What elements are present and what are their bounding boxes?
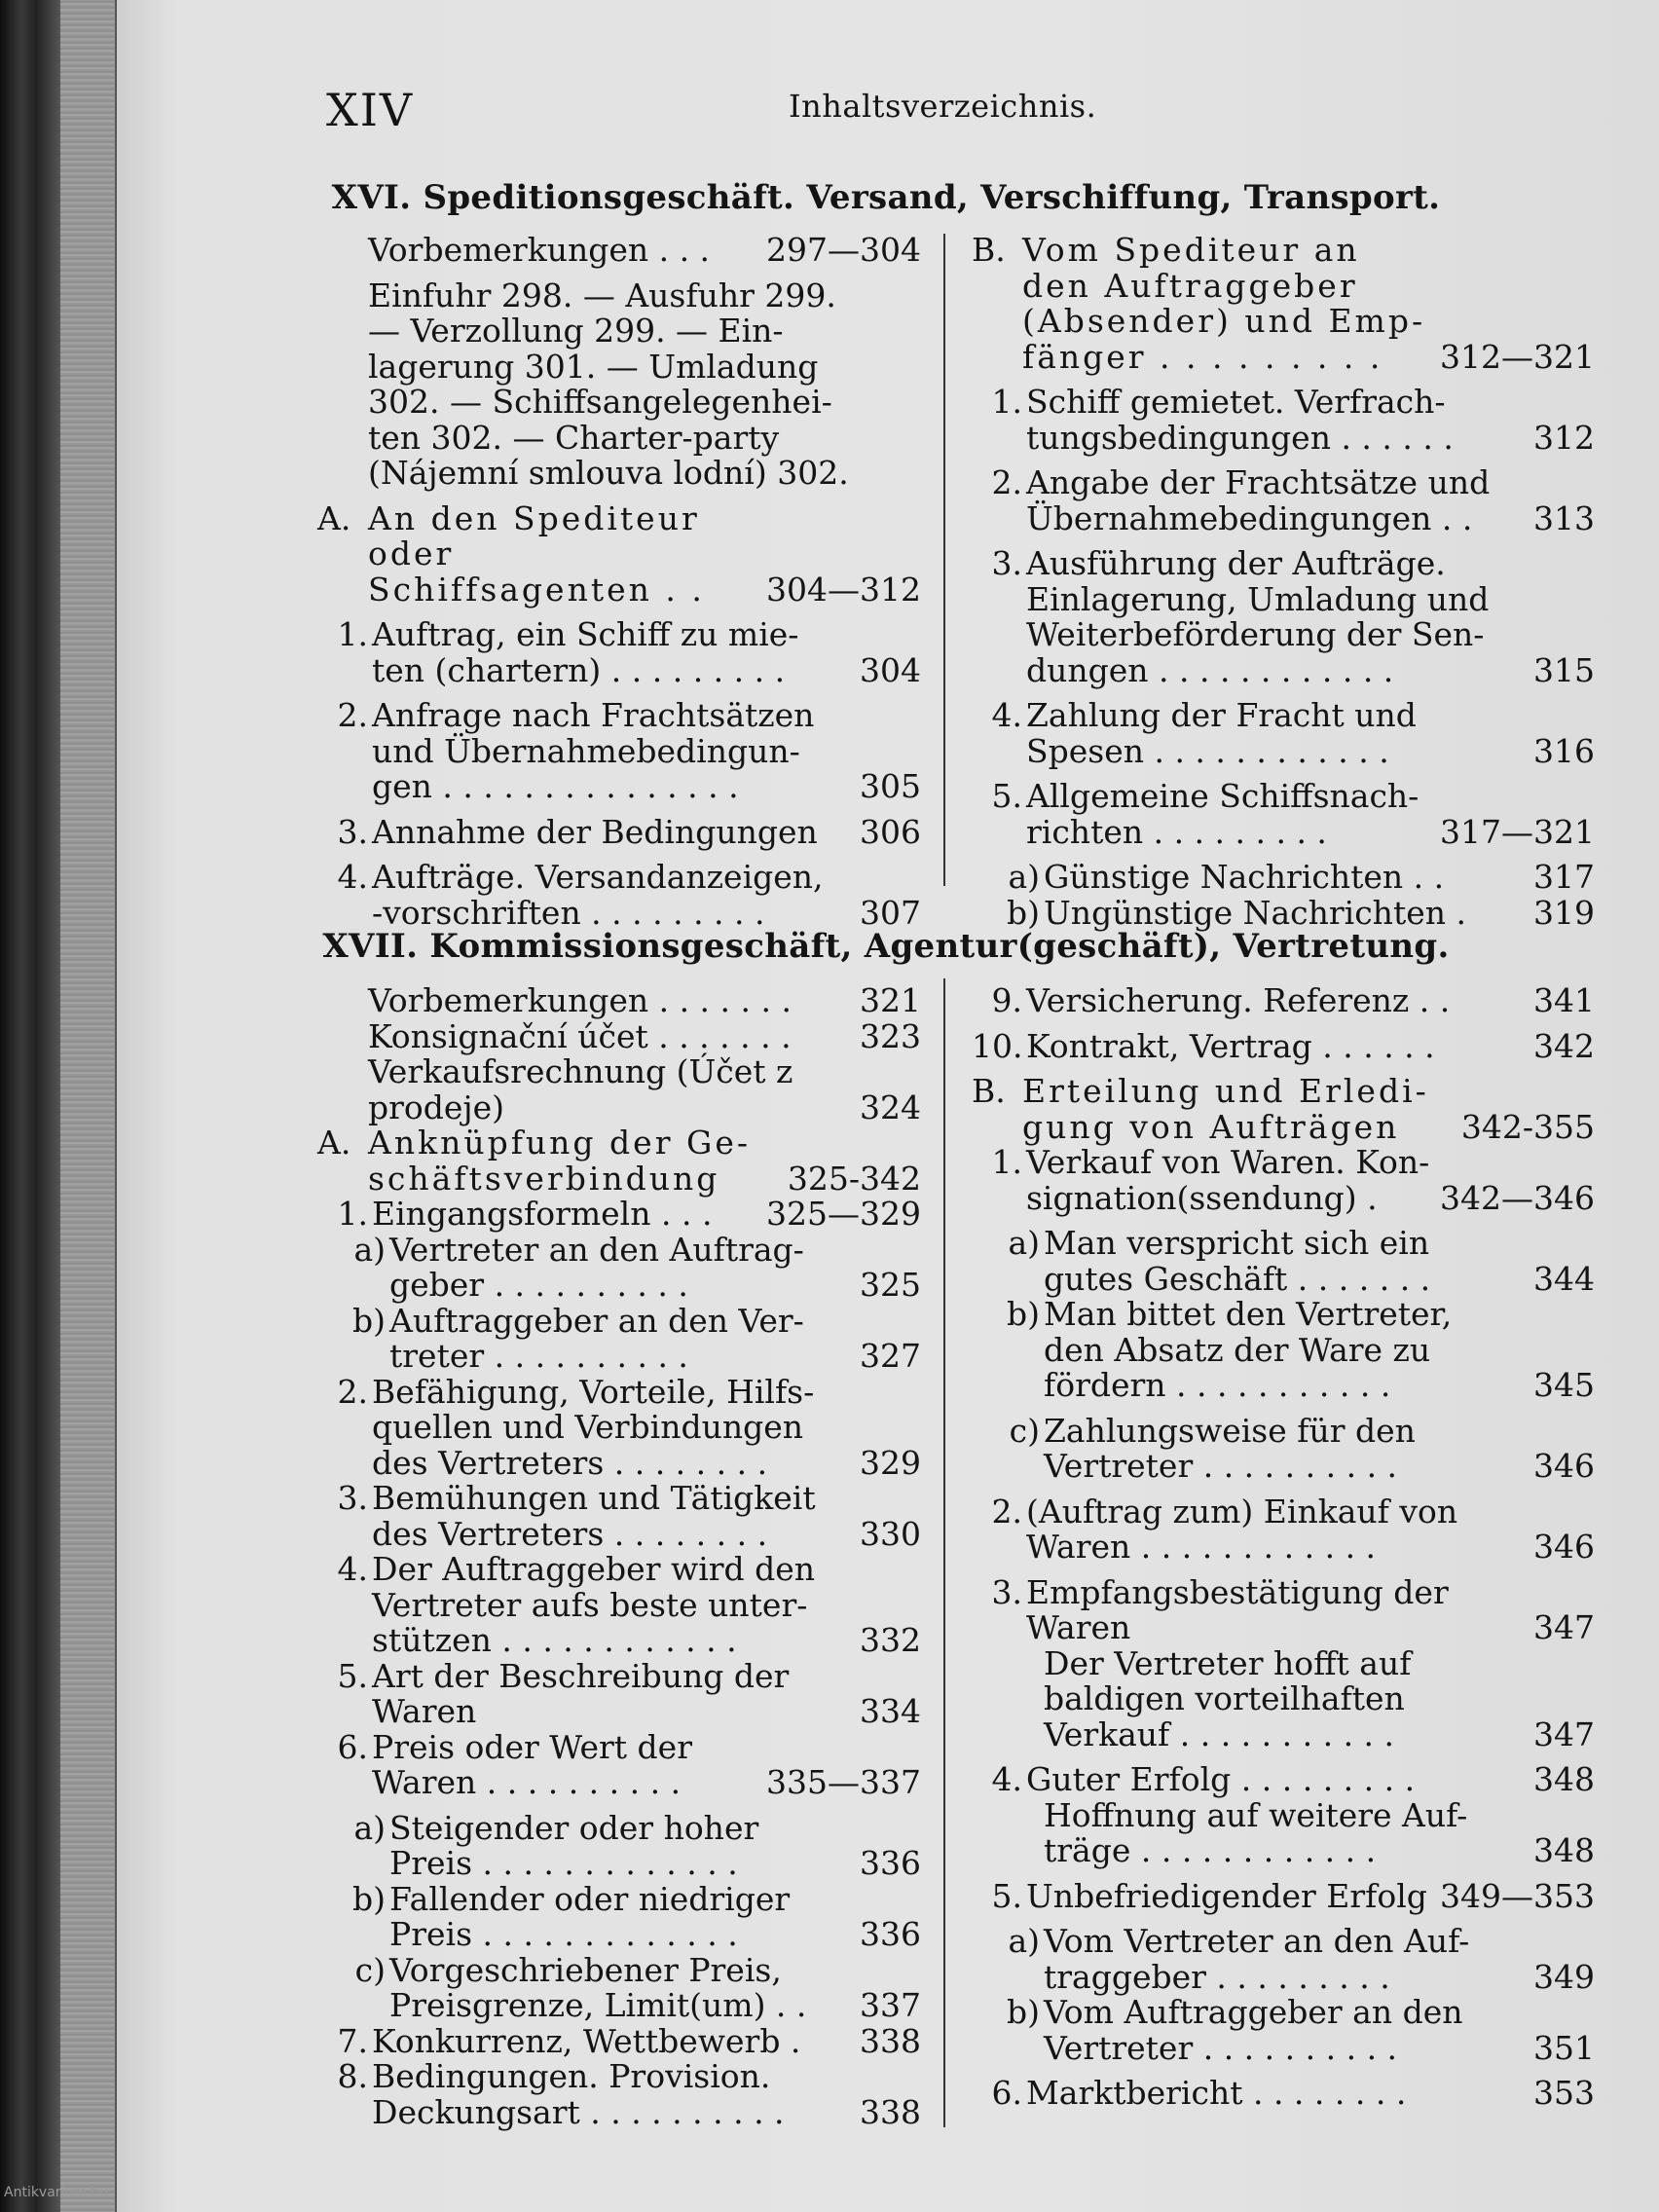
toc-entry-number: b) [1007, 893, 1040, 932]
toc-entry-title: Vertreter an den Auftrag- geber . . . . . . . . . . [389, 1230, 804, 1304]
toc-entry-page: 329 [860, 1443, 921, 1482]
toc-entry-title: Bemühungen und Tätigkeit des Vertreters . . . . . . . . [372, 1479, 816, 1553]
toc-entry-title: Auftraggeber an den Ver- treter . . . . . . . . . . [389, 1301, 804, 1375]
toc-entry [317, 698, 921, 805]
toc-entry-title: Ausführung der Aufträge. Einlagerung, Umladung und Weiterbeförderung der Sen- dungen . . . . . . . . . . . . [1026, 544, 1490, 689]
toc-entry-number: 3. [337, 1479, 368, 1517]
toc-entry [972, 1145, 1595, 1216]
toc-entry-title: Verkauf von Waren. Kon- signation(ssendung) . [1026, 1143, 1430, 1217]
document-page [117, 0, 1659, 2212]
toc-entry [317, 1197, 921, 1233]
toc-entry [972, 1074, 1595, 1145]
toc-entry-page: 325 [860, 1266, 921, 1304]
section-xvi-heading: XVI. Speditionsgeschäft. Versand, Verschiffung, Transport. [331, 178, 1441, 217]
toc-entry-title: Marktbericht . . . . . . . . [1026, 2074, 1407, 2112]
toc-entry-page: 349—353 [1440, 1876, 1595, 1915]
toc-entry-title: Man verspricht sich ein gutes Geschäft . . . . . . . [1044, 1224, 1431, 1298]
toc-entry-title: Vorbemerkungen . . . . . . . [368, 981, 792, 1019]
toc-entry [972, 546, 1595, 688]
toc-entry-number: 4. [991, 1760, 1022, 1798]
toc-entry-title: Vom Vertreter an den Auf- traggeber . . . . . . . . . [1044, 1922, 1470, 1996]
toc-entry [972, 1026, 1595, 1065]
toc-entry-number: 2. [991, 463, 1022, 501]
toc-entry-number: 2. [337, 1372, 368, 1411]
toc-entry-title: Bedingungen. Provision. Deckungsart . . . . . . . . . . [372, 2057, 785, 2131]
toc-entry-title: (Auftrag zum) Einkauf von Waren . . . . . . . . . . . . [1026, 1492, 1458, 1566]
toc-entry-number: c) [1009, 1411, 1040, 1450]
toc-entry [972, 2076, 1595, 2112]
toc-entry-title: Vom Spediteur an den Auftraggeber (Absender) und Emp- fänger . . . . . . . . . [1022, 231, 1426, 376]
toc-entry [972, 1795, 1595, 1869]
toc-entry-number: b) [352, 1879, 386, 1918]
toc-entry-title: An den Spediteur oder Schiffsagenten . . [368, 498, 705, 608]
toc-entry-title: Anfrage nach Frachtsätzen und Übernahmebedingun- gen . . . . . . . . . . . . . . . [372, 696, 815, 805]
toc-entry [317, 1481, 921, 1552]
toc-entry-title: Verkaufsrechnung (Účet z prodeje) [368, 1052, 793, 1126]
toc-entry-number: a) [1008, 1922, 1040, 1960]
toc-entry [317, 2021, 921, 2060]
toc-entry-page: 336 [860, 1844, 921, 1882]
toc-entry-title: Zahlung der Fracht und Spesen . . . . . . . . . . . . [1026, 696, 1417, 770]
toc-entry [972, 233, 1595, 375]
toc-entry-title: Schiff gemietet. Verfrach- tungsbedingungen . . . . . . [1026, 383, 1454, 457]
toc-entry [317, 1552, 921, 1659]
toc-entry [317, 812, 921, 851]
toc-entry-number: 5. [991, 777, 1022, 815]
page-folio: XIV [326, 84, 415, 136]
toc-entry [972, 1924, 1595, 1995]
toc-entry [317, 233, 921, 269]
toc-entry [972, 1297, 1595, 1404]
toc-entry-page: 312—321 [1440, 337, 1595, 376]
toc-entry-number: 5. [337, 1656, 368, 1695]
toc-entry [317, 983, 921, 1019]
toc-entry-title: Ungünstige Nachrichten . [1044, 893, 1466, 932]
section-xvii-heading: XVII. Kommissionsgeschäft, Agentur(geschäft), Vertretung. [322, 927, 1450, 966]
toc-entry [972, 1643, 1595, 1753]
toc-entry-page: 319 [1533, 893, 1595, 932]
column-divider [943, 234, 945, 886]
toc-entry-number: 3. [991, 1572, 1022, 1611]
toc-entry-number: b) [1007, 1993, 1040, 2031]
toc-entry-title: Konsignační účet . . . . . . . [368, 1016, 792, 1055]
section-xvi-left-column [317, 233, 921, 931]
toc-entry-page: 353 [1533, 2074, 1595, 2112]
toc-entry-number: 10. [972, 1026, 1023, 1065]
toc-entry-number: 1. [991, 1143, 1022, 1181]
toc-entry [317, 1879, 921, 1953]
toc-entry-title: Auftrag, ein Schiff zu mie- ten (chartern) . . . . . . . . . [372, 615, 799, 689]
toc-entry-title: Der Vertreter hofft auf baldigen vorteilhaften Verkauf . . . . . . . . . . . [1044, 1643, 1412, 1753]
toc-entry-number: B. [972, 231, 1006, 269]
toc-entry-page: 341 [1533, 981, 1595, 1019]
toc-entry [317, 617, 921, 688]
toc-entry-number: 7. [337, 2021, 368, 2060]
toc-entry-title: Versicherung. Referenz . . [1026, 981, 1451, 1019]
toc-entry [972, 465, 1595, 536]
toc-entry-number: b) [1007, 1295, 1040, 1333]
toc-entry-title: Günstige Nachrichten . . [1044, 858, 1445, 896]
toc-entry-title: Vom Auftraggeber an den Vertreter . . . . . . . . . . [1044, 1993, 1463, 2067]
toc-entry-page: 297—304 [766, 231, 921, 269]
toc-entry-title: Konkurrenz, Wettbewerb . [372, 2021, 801, 2060]
toc-entry-number: A. [317, 498, 351, 537]
toc-entry-title: Anknüpfung der Ge- schäftsverbindung [368, 1124, 752, 1198]
toc-entry-page: 347 [1533, 1608, 1595, 1646]
toc-entry-page: 338 [860, 2021, 921, 2060]
toc-entry-number: 6. [337, 1727, 368, 1766]
toc-entry-page: 316 [1533, 731, 1595, 770]
toc-entry-number: 1. [337, 615, 368, 653]
toc-entry [972, 779, 1595, 850]
toc-entry-page: 305 [860, 767, 921, 805]
toc-entry [972, 1226, 1595, 1297]
toc-entry [972, 860, 1595, 896]
toc-entry-page: 348 [1533, 1760, 1595, 1798]
section-xvii-right-column [972, 983, 1595, 2112]
toc-entry-number: 6. [991, 2074, 1022, 2112]
toc-entry [317, 1230, 921, 1304]
toc-entry-title: Vorgeschriebener Preis, Preisgrenze, Limit(um) . . [389, 1950, 807, 2024]
toc-entry-page: 306 [860, 812, 921, 851]
toc-entry-page: 312 [1533, 418, 1595, 457]
toc-entry [317, 498, 921, 608]
toc-entry-title: Aufträge. Versandanzeigen, -vorschriften . . . . . . . . . [372, 858, 824, 932]
toc-entry [317, 1950, 921, 2024]
toc-entry-title: Hoffnung auf weitere Auf- träge . . . . . . . . . . . . [1044, 1795, 1468, 1869]
toc-entry-number: a) [1008, 858, 1040, 896]
toc-entry-page: 325—329 [766, 1195, 921, 1233]
toc-entry-page: 317 [1533, 858, 1595, 896]
toc-entry-number: 3. [991, 544, 1022, 582]
toc-entry [317, 1301, 921, 1375]
toc-entry-page: 342 [1533, 1026, 1595, 1065]
toc-entry-page: 313 [1533, 498, 1595, 537]
toc-entry-page: 323 [860, 1016, 921, 1055]
toc-entry-page: 317—321 [1440, 812, 1595, 851]
book-binding-edge [60, 0, 117, 2212]
toc-entry-title: Angabe der Frachtsätze und Übernahmebedingungen . . [1026, 463, 1491, 537]
toc-entry-title: Art der Beschreibung der Waren [372, 1656, 790, 1730]
toc-entry-page: 327 [860, 1337, 921, 1375]
toc-entry-number: 3. [337, 812, 368, 851]
toc-entry-page: 315 [1533, 650, 1595, 689]
column-divider [943, 978, 945, 2127]
toc-entry-title: Erteilung und Erledi- gung von Aufträgen [1022, 1072, 1429, 1146]
toc-entry-number: 9. [991, 981, 1022, 1019]
toc-entry-page: 347 [1533, 1714, 1595, 1753]
toc-entry-page: 337 [860, 1986, 921, 2024]
toc-entry-title: Annahme der Bedingungen [372, 812, 818, 851]
toc-entry-number: 1. [991, 383, 1022, 421]
toc-entry-title: Eingangsformeln . . . [372, 1195, 713, 1233]
toc-entry-title: Fallender oder niedriger Preis . . . . . . . . . . . . . [389, 1879, 791, 1953]
toc-entry-number: 1. [337, 1195, 368, 1233]
toc-entry [317, 1727, 921, 1801]
toc-entry-number: b) [352, 1301, 386, 1340]
toc-entry [972, 385, 1595, 456]
toc-entry-number: 5. [991, 1876, 1022, 1915]
toc-entry [317, 1125, 921, 1197]
running-title: Inhaltsverzeichnis. [789, 88, 1097, 125]
toc-entry [972, 1411, 1595, 1485]
toc-entry-page: 304 [860, 650, 921, 689]
toc-entry-page: 330 [860, 1514, 921, 1553]
toc-entry [972, 698, 1595, 769]
toc-entry [972, 893, 1595, 932]
toc-entry-title: Der Auftraggeber wird den Vertreter aufs beste unter- stützen . . . . . . . . . . . . [372, 1550, 816, 1659]
toc-entry-title: Kontrakt, Vertrag . . . . . . [1026, 1026, 1435, 1065]
toc-entry-number: c) [354, 1950, 386, 1989]
toc-entry [972, 1995, 1595, 2066]
toc-entry-page: 335—337 [766, 1763, 921, 1801]
section-xvi-right-column [972, 233, 1595, 931]
toc-entry-page: 307 [860, 893, 921, 932]
toc-entry [317, 860, 921, 931]
toc-entry-number: A. [317, 1124, 351, 1161]
toc-entry [972, 1876, 1595, 1915]
toc-entry-page: 349 [1533, 1957, 1595, 1996]
toc-entry-page: 321 [860, 981, 921, 1019]
toc-entry-title: Allgemeine Schiffsnach- richten . . . . . . . . . [1026, 777, 1419, 851]
toc-entry [317, 2059, 921, 2130]
toc-entry-number: B. [972, 1072, 1006, 1110]
toc-entry-number: 4. [337, 1550, 368, 1588]
toc-entry [972, 983, 1595, 1019]
toc-entry-title: Befähigung, Vorteile, Hilfs- quellen und Verbindungen des Vertreters . . . . . . . . [372, 1372, 815, 1482]
toc-entry-page: 334 [860, 1692, 921, 1730]
toc-entry-number: 4. [337, 858, 368, 896]
toc-entry-number: 2. [991, 1492, 1022, 1530]
toc-entry-number: a) [1008, 1224, 1040, 1262]
toc-entry-page: 338 [860, 2092, 921, 2131]
toc-entry-number: a) [353, 1230, 386, 1269]
toc-entry-number: a) [353, 1808, 386, 1847]
toc-entry-page: 346 [1533, 1528, 1595, 1566]
toc-entry-title: Guter Erfolg . . . . . . . . . [1026, 1760, 1416, 1798]
toc-entry [972, 1572, 1595, 1646]
section-xvii-left-column [317, 983, 921, 2130]
toc-entry-title: Vorbemerkungen . . . [368, 231, 711, 269]
toc-entry [317, 1054, 921, 1125]
toc-entry-page: 342—346 [1440, 1178, 1595, 1217]
toc-entry-title: Unbefriedigender Erfolg [1026, 1876, 1427, 1915]
toc-entry [317, 1656, 921, 1730]
toc-entry [972, 1762, 1595, 1798]
toc-entry [317, 1016, 921, 1055]
toc-entry-title: Einfuhr 298. — Ausfuhr 299. — Verzollung 299. — Ein- lagerung 301. — Umladung 302. — Schiffsangelegenhei- ten 302. — Charter-party (Nájemní smlouva lodní) 302. [368, 276, 849, 492]
toc-entry-page: 324 [860, 1088, 921, 1126]
toc-entry-title: Zahlungsweise für den Vertreter . . . . . . . . . . [1044, 1411, 1416, 1485]
toc-entry-number: 2. [337, 696, 368, 734]
toc-entry-page: 304—312 [766, 570, 921, 608]
toc-entry-title: Steigender oder hoher Preis . . . . . . . . . . . . . [389, 1808, 759, 1882]
toc-entry-page: 351 [1533, 2028, 1595, 2067]
toc-entry-page: 348 [1533, 1831, 1595, 1869]
toc-entry-page: 345 [1533, 1366, 1595, 1404]
toc-entry-page: 325-342 [787, 1159, 921, 1198]
book-spine-shadow [0, 0, 60, 2212]
toc-entry-page: 332 [860, 1621, 921, 1659]
toc-entry-number: 8. [337, 2057, 368, 2095]
toc-entry-number: 4. [991, 696, 1022, 734]
toc-entry [317, 1808, 921, 1882]
watermark: Antikvarium.hu [4, 2185, 109, 2200]
toc-entry-page: 336 [860, 1915, 921, 1953]
toc-entry [317, 1372, 921, 1482]
toc-entry [972, 1494, 1595, 1566]
toc-entry-page: 342-355 [1460, 1107, 1595, 1146]
toc-entry-title: Preis oder Wert der Waren . . . . . . . . . . [372, 1727, 692, 1801]
toc-entry-page: 346 [1533, 1447, 1595, 1485]
toc-entry-title: Empfangsbestätigung der Waren [1026, 1572, 1449, 1646]
toc-entry [317, 278, 921, 492]
toc-entry-page: 344 [1533, 1259, 1595, 1298]
toc-entry-title: Man bittet den Vertreter, den Absatz der Ware zu fördern . . . . . . . . . . . [1044, 1295, 1453, 1404]
